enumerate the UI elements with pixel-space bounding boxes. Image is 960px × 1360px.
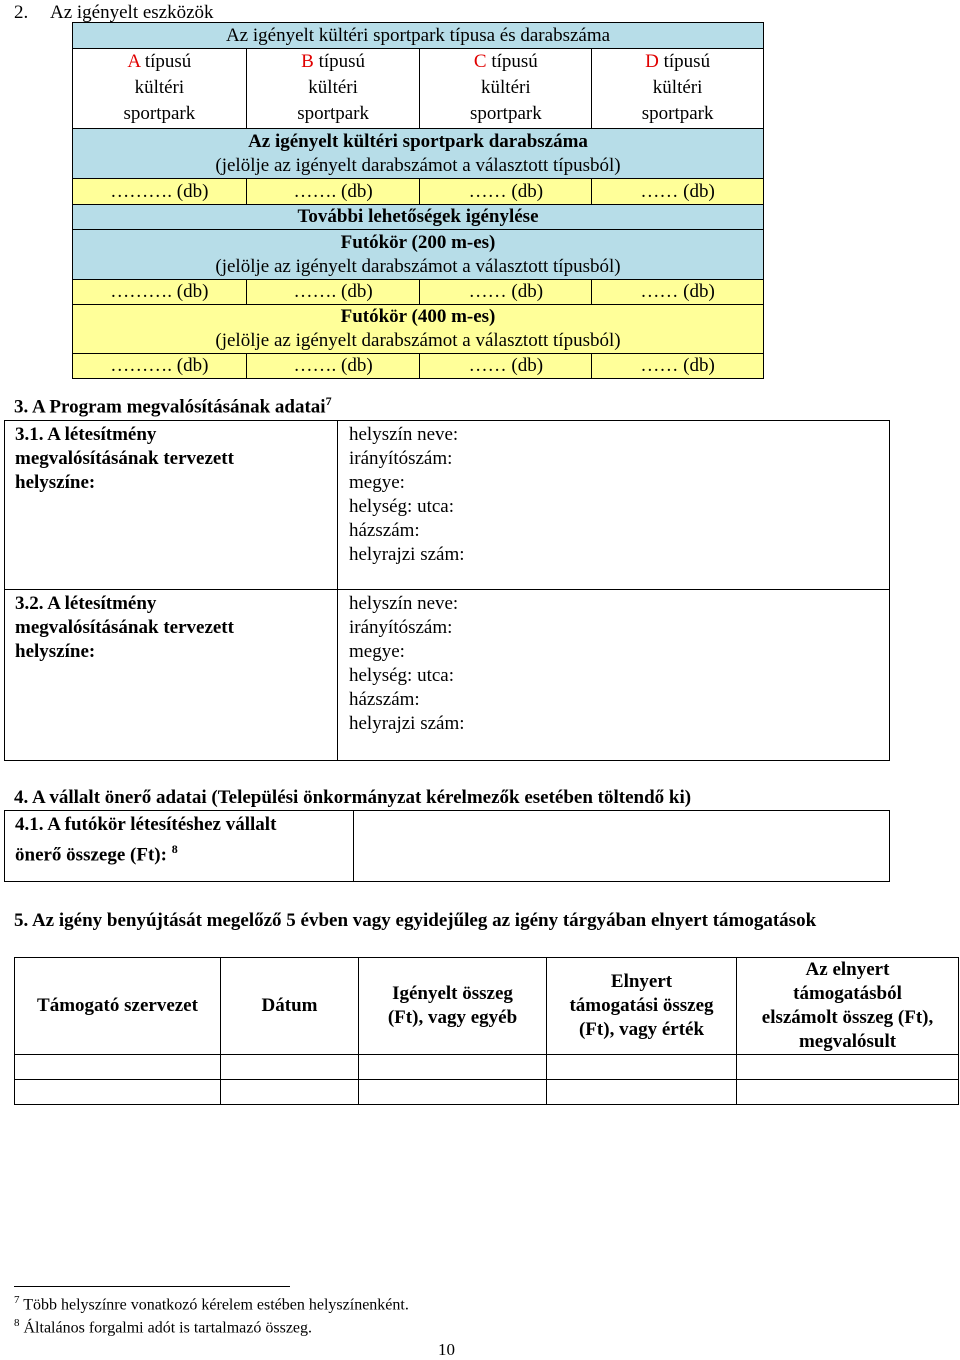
track400-input-a[interactable]: ………. (db) [73,354,247,379]
track200-input-a[interactable]: ………. (db) [73,280,247,305]
footnote-7: $^7$ Több helyszínre vonatkozó kérelem estében helyszínenként. [14,1294,409,1314]
location-2-divider [337,590,338,760]
field-parcel-number[interactable]: helyrajzi szám: [349,713,465,734]
further-options-title: További lehetőségek igénylése [73,205,764,230]
type-b-cell: B típusú kültéri sportpark [246,49,420,129]
count-input-d[interactable]: …… (db) [592,179,764,205]
footnote-separator [14,1286,290,1287]
track200-input-d[interactable]: …… (db) [592,280,764,305]
location-1-label: 3.1. A létesítmény megvalósításának tervezett helyszíne: [15,424,234,493]
footnote-8: $^8$ Általános forgalmi adót is tartalmazó összeg. [14,1317,313,1337]
col-settled-amount: Az elnyert támogatásból elszámolt összeg (Ft), megvalósult [737,958,959,1055]
track400-input-d[interactable]: …… (db) [592,354,764,379]
field-county[interactable]: megye: [349,641,405,662]
section2-title: Az igényelt eszközök [50,2,214,23]
own-contribution-box [4,810,890,882]
grants-header-row [15,958,959,1055]
count-input-b[interactable]: ……. (db) [246,179,420,205]
section2-number: 2. [14,2,29,23]
location-1-fields [349,423,465,567]
location-1-divider [337,421,338,589]
col-date: Dátum [221,958,359,1055]
field-site-name[interactable]: helyszín neve: [349,424,459,445]
section3-heading: 3. A Program megvalósításának adatai$^7$ [14,394,332,418]
location-box-1 [4,420,890,590]
footnote-ref-7: 7 [325,394,332,408]
field-postcode[interactable]: irányítószám: [349,617,453,638]
track200-input-c[interactable]: …… (db) [420,280,592,305]
track400-input-b[interactable]: ……. (db) [246,354,420,379]
table-row [15,1055,959,1080]
field-postcode[interactable]: irányítószám: [349,448,453,469]
location-2-label: 3.2. A létesítmény megvalósításának tervezett helyszíne: [15,593,234,662]
track400-title-cell [73,305,764,354]
type-d-cell: D típusú kültéri sportpark [592,49,764,129]
equipment-table [72,22,764,379]
field-site-name[interactable]: helyszín neve: [349,593,459,614]
track400-hint: (jelölje az igényelt darabszámot a választott típusból) [215,330,621,351]
count-input-c[interactable]: …… (db) [420,179,592,205]
page-number: 10 [438,1340,455,1359]
section2-heading [14,2,214,24]
count-title: Az igényelt kültéri sportpark darabszáma [248,130,588,152]
track200-title-cell [73,230,764,280]
table-row [15,1080,959,1105]
track400-title: Futókör (400 m-es) [340,306,496,327]
col-awarded-amount: Elnyert támogatási összeg (Ft), vagy érték [547,958,737,1055]
field-house-number[interactable]: házszám: [349,520,420,541]
location-2-fields [349,592,465,736]
section4-heading: 4. A vállalt önerő adatai (Települési önkormányzat kérelmezők esetében töltendő ki) [14,787,692,808]
section5-heading: 5. Az igény benyújtását megelőző 5 évben vagy egyidejűleg az igény tárgyában elnyert támogatások [14,910,817,931]
count-input-a[interactable]: ………. (db) [73,179,247,205]
field-town-street[interactable]: helység: utca: [349,496,454,517]
col-requested-amount: Igényelt összeg (Ft), vagy egyéb [359,958,547,1055]
prior-grants-table [14,957,959,1105]
field-house-number[interactable]: házszám: [349,689,420,710]
count-title-cell [73,129,764,179]
track200-hint: (jelölje az igényelt darabszámot a választott típusból) [215,255,621,277]
track200-input-b[interactable]: ……. (db) [246,280,420,305]
location-box-2 [4,589,890,761]
type-a-cell: A típusú kültéri sportpark [73,49,247,129]
equipment-table-header: Az igényelt kültéri sportpark típusa és darabszáma [73,23,764,49]
track400-input-c[interactable]: …… (db) [420,354,592,379]
track200-title: Futókör (200 m-es) [340,231,496,253]
own-contribution-label: 4.1. A futókör létesítéshez vállalt önerő összege (Ft): $^8$ [15,814,277,866]
count-hint: (jelölje az igényelt darabszámot a választott típusból) [215,154,621,176]
col-supporter: Támogató szervezet [15,958,221,1055]
field-county[interactable]: megye: [349,472,405,493]
own-contribution-divider [353,811,354,881]
field-town-street[interactable]: helység: utca: [349,665,454,686]
field-parcel-number[interactable]: helyrajzi szám: [349,544,465,565]
type-c-cell: C típusú kültéri sportpark [420,49,592,129]
footnote-ref-8: 8 [171,842,178,856]
